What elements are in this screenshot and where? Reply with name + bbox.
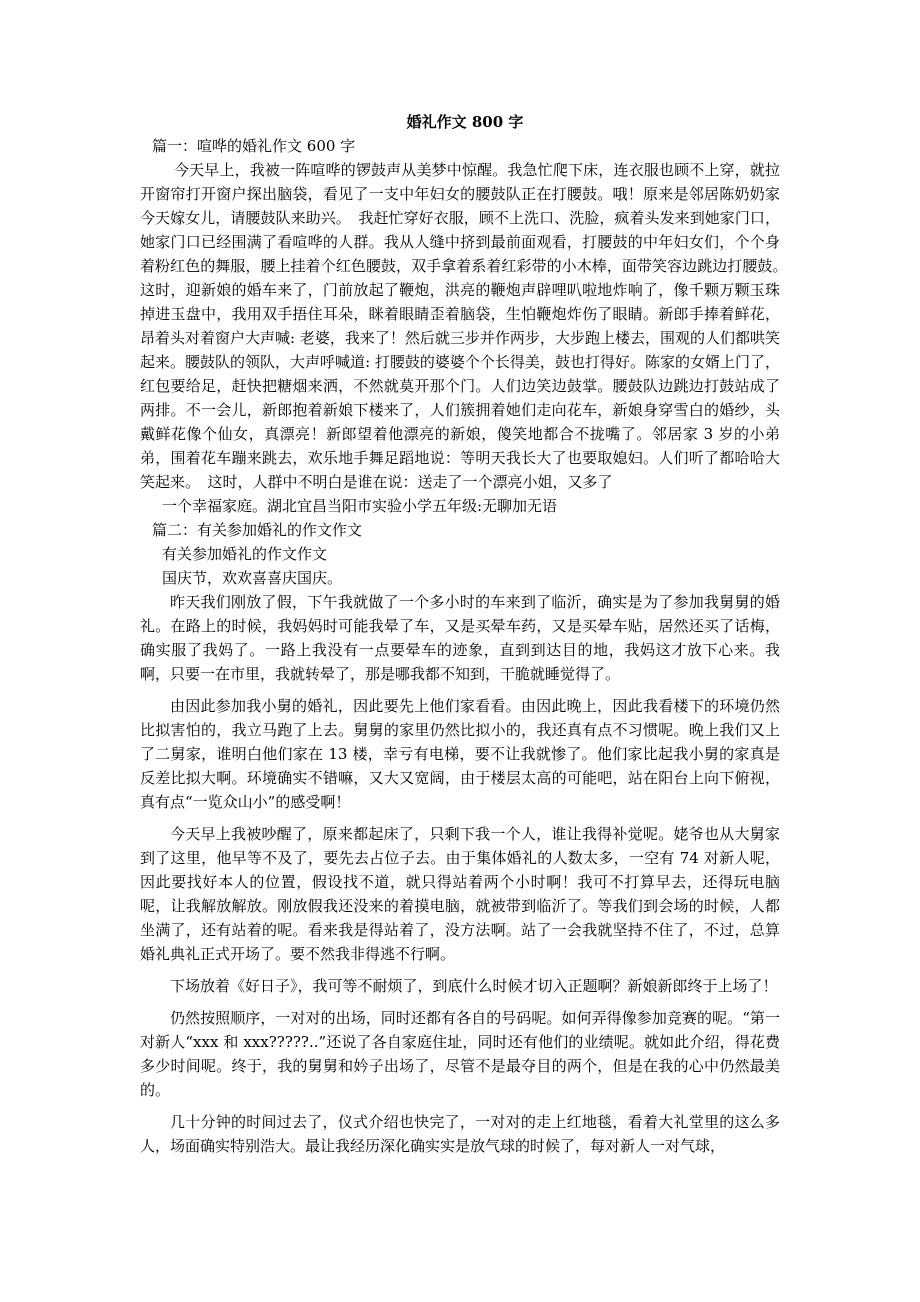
essay2-paragraph: 几十分钟的时间过去了，仪式介绍也快完了，一对对的走上红地毯，看着大礼堂里的这么多人，场面确实特别浩大。最让我经历深化确实实是放气球的时候了，每对新人一对气球，: [140, 1113, 780, 1155]
essay2-paragraph: 下场放着《好日子》，我可等不耐烦了，到底什么时候才切入正题啊？新娘新郎终于上场了！: [170, 977, 778, 995]
document-content: [140, 110, 796, 1158]
essay1-heading: 篇一：喧哗的婚礼作文 600 字: [152, 137, 356, 155]
essay1-closing: 一个幸福家庭。湖北宜昌当阳市实验小学五年级:无聊加无语: [162, 497, 558, 515]
essay2-paragraph: 昨天我们刚放了假，下午我就做了一个多小时的车来到了临沂，确实是为了参加我舅舅的婚礼。在路上的时候，我妈妈时可能我晕了车，又是买晕车药，又是买晕车贴，居然还买了话梅，确实服了我妈了。一路上我没有一点要晕车的迹象，直到到达目的地，我妈这才放下心来。我啊，只要一在市里，我就转晕了，那是哪我都不知到，干脆就睡觉得了。: [140, 593, 780, 683]
essay2-intro: 国庆节，欢欢喜喜庆国庆。: [162, 569, 343, 587]
essay2-paragraph: 由因此参加我小舅的婚礼，因此要先上他们家看看。由因此晚上，因此我看楼下的环境仍然比拟害怕的，我立马跑了上去。舅舅的家里仍然比拟小的，我还真有点不习惯呢。晚上我们又上了二舅家，谁明白他们家在 13 楼，幸亏有电梯，要不让我就惨了。他们家比起我小舅的家真是反差比拟大啊。环境确实不错嘛，又大又宽阔，由于楼层太高的可能吧，站在阳台上向下俯视，真有点“一览众山小”的感受啊！: [140, 697, 780, 811]
essay2-paragraph: 仍然按照顺序，一对对的出场，同时还都有各自的号码呢。如何弄得像参加竞赛的呢。“第一对新人“xxx 和 xxx?????..”还说了各自家庭住址，同时还有他们的业绩呢。就如此介绍，得花费多少时间呢。终于，我的舅舅和妗子出场了，尽管不是最夺目的两个，但是在我的心中仍然最美的。: [140, 1009, 780, 1099]
essay1-body: 今天早上，我被一阵喧哗的锣鼓声从美梦中惊醒。我急忙爬下床，连衣服也顾不上穿，就拉开窗帘打开窗户探出脑袋，看见了一支中年妇女的腰鼓队正在打腰鼓。哦！原来是邻居陈奶奶家今天嫁女儿，请腰鼓队来助兴。 我赶忙穿好衣服，顾不上洗口、洗脸，疯着头发来到她家门口，她家门口已经围满了看喧哗的人群。我从人缝中挤到最前面观看，打腰鼓的中年妇女们，个个身着粉红色的舞服，腰上挂着个红色腰鼓，双手拿着系着红彩带的小木棒，面带笑容边跳边打腰鼓。 这时，迎新娘的婚车来了，门前放起了鞭炮，洪亮的鞭炮声辟哩叭啦地炸响了，像千颗万颗玉珠掉进玉盘中，我用双手捂住耳朵，眯着眼睛歪着脑袋，生怕鞭炮炸伤了眼睛。新郎手捧着鲜花，昂着头对着窗户大声喊: 老婆，我来了！然后就三步并作两步，大步跑上楼去，围观的人们都哄笑起来。腰鼓队的领队，大声呼喊道: 打腰鼓的婆婆个个长得美，鼓也打得好。陈家的女婿上门了，红包要给足，赶快把糖烟来洒，不然就莫开那个门。人们边笑边鼓掌。腰鼓队边跳边打鼓站成了两排。不一会儿，新郎抱着新娘下楼来了，人们簇拥着她们走向花车，新娘身穿雪白的婚纱，头戴鲜花像个仙女，真漂亮！新郎望着他漂亮的新娘，傻笑地都合不拢嘴了。邻居家 3 岁的小弟弟，围着花车蹦来跳去，欢乐地手舞足蹈地说：等明天我长大了也要取媳妇。人们听了都哈哈大笑起来。 这时，人群中不明白是谁在说：送走了一个漂亮小姐，又多了: [140, 161, 796, 491]
essay2-paragraph: 今天早上我被吵醒了，原来都起床了，只剩下我一个人，谁让我得补觉呢。姥爷也从大舅家到了这里，他早等不及了，要先去占位子去。由于集体婚礼的人数太多，一空有 74 对新人呢，因此要找好本人的位置，假设找不道，就只得站着两个小时啊！我可不打算早去，还得玩电脑呢，让我解放解放。刚放假我还没来的着摸电脑，就被带到临沂了。等我们到会场的时候，人都坐满了，还有站着的呢。看来我是得站着了，没方法啊。站了一会我就坚持不住了，不过，总算婚礼典礼正式开场了。要不然我非得逃不行啊。: [140, 825, 780, 963]
essay2-heading: 篇二：有关参加婚礼的作文作文: [152, 521, 363, 539]
essay2-subheading: 有关参加婚礼的作文作文: [162, 545, 328, 563]
document-title: 婚礼作文 800 字: [406, 113, 524, 131]
